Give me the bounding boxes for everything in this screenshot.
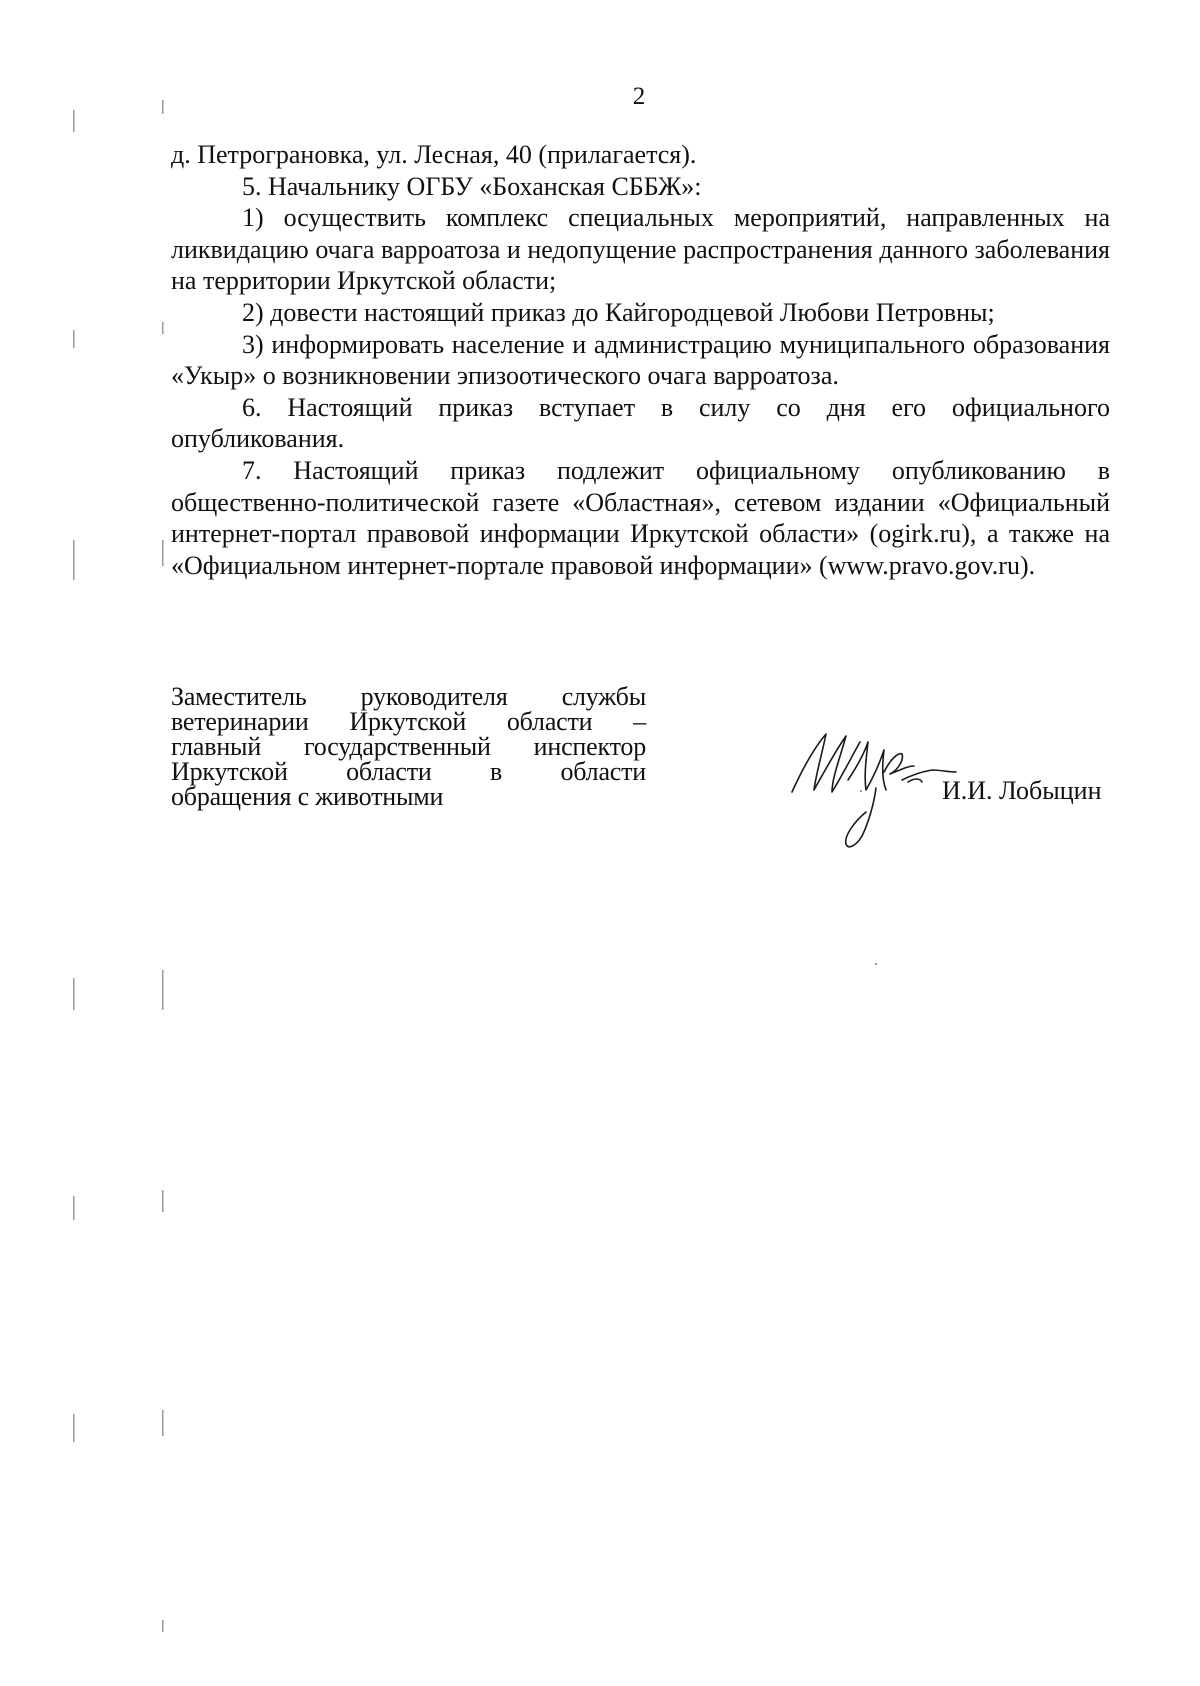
signatory-title-line: главный государственный инспектор (171, 732, 646, 761)
signatory-title-line: Иркутской области в области (171, 757, 646, 786)
paragraph-item-5: 5. Начальнику ОГБУ «Боханская СББЖ»: (242, 171, 702, 201)
paragraph-subitem-3: 3) информировать население и администрацию муниципального образования «Укыр» о возникновении эпизоотического очага варроатоза. (171, 329, 1110, 391)
page-number: 2 (632, 83, 646, 110)
signatory-title-line: ветеринарии Иркутской области – (171, 707, 646, 736)
paragraph-address-continuation: д. Петрограновка, ул. Лесная, 40 (прилагается). (171, 140, 697, 169)
paragraph-subitem-2: 2) довести настоящий приказ до Кайгородцевой Любови Петровны; (242, 297, 995, 327)
signatory-title-line: обращения с животными (171, 782, 444, 811)
paragraph-item-6: 6. Настоящий приказ вступает в силу со дня его официального опубликования. (171, 392, 1110, 454)
signatory-title-line: Заместитель руководителя службы (171, 682, 646, 711)
signer-name: И.И. Лобыцин (942, 776, 1102, 805)
paragraph-item-7: 7. Настоящий приказ подлежит официальному опубликованию в общественно-политической газете «Областная», сетевом издании «Официальный интернет-портал правовой информации Иркутской области» (ogirk.ru), а также на «Официальном интернет-портале правовой информации» (www.pravo.gov.ru). (171, 455, 1110, 580)
paragraph-subitem-1: 1) осуществить комплекс специальных мероприятий, направленных на ликвидацию очага варроатоза и недопущение распространения данного заболевания на территории Иркутской области; (171, 203, 1110, 296)
